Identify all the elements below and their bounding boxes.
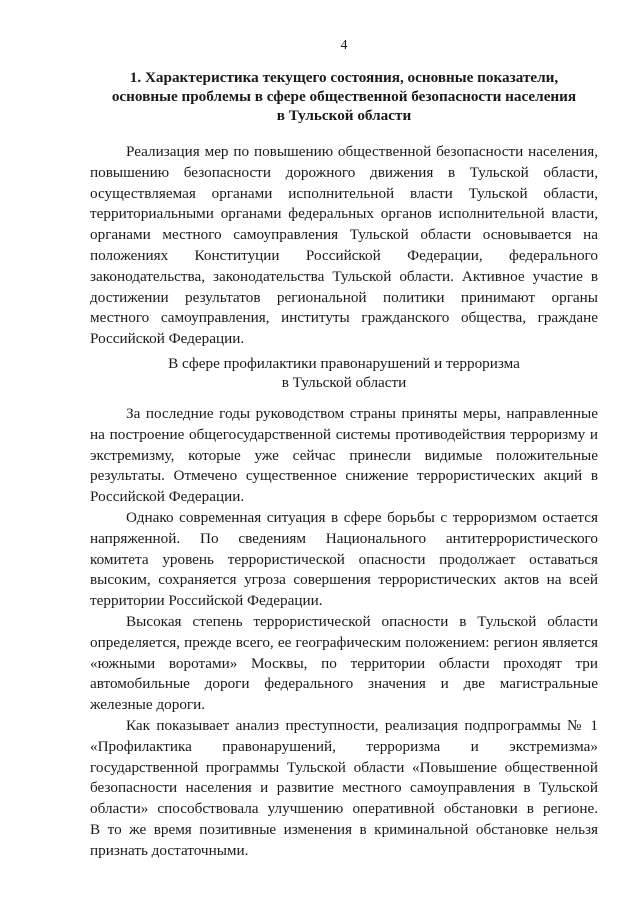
text-line: высоким, сохраняется угроза совершения террористических актов на всей: [90, 571, 598, 589]
subsection-heading-line: В сфере профилактики правонарушений и терроризма: [168, 355, 520, 372]
text-line: территории Российской Федерации.: [90, 592, 323, 610]
text-line: Российской Федерации.: [90, 330, 245, 348]
page-number: 4: [340, 38, 348, 53]
text-line: положениях Конституции Российской Федерации, федерального: [90, 246, 598, 264]
text-line: местного самоуправления, институты гражданского общества, граждане: [90, 309, 598, 327]
text-line: «Профилактика правонарушений, терроризма и экстремизма»: [90, 737, 598, 755]
section-heading-line: в Тульской области: [276, 107, 412, 124]
text-line: определяется, прежде всего, ее географическим положением: регион является: [90, 633, 598, 651]
text-line: экстремизму, которые уже сейчас принесли видимые положительные: [90, 446, 598, 464]
subsection-heading: [90, 354, 598, 392]
text-line: области» способствовала улучшению оперативной обстановки в регионе.: [90, 800, 598, 818]
text-line: территориальными органами федеральных органов исполнительной власти,: [90, 205, 598, 223]
text-line: законодательства, законодательства Тульской области. Активное участие в: [90, 267, 598, 285]
section-heading: [90, 68, 598, 125]
text-line: железные дороги.: [90, 696, 206, 714]
text-line: результаты. Отмечено существенное снижение террористических акций в: [90, 467, 598, 485]
text-line: В то же время позитивные изменения в криминальной обстановке нельзя: [90, 820, 598, 838]
text-line: «южными воротами» Москвы, по территории области проходят три: [90, 654, 598, 672]
text-line: достижении результатов региональной политики принимают органы: [90, 288, 598, 306]
paragraph-recent-measures: [90, 404, 598, 508]
text-line: Реализация мер по повышению общественной безопасности населения,: [126, 143, 598, 160]
text-line: Однако современная ситуация в сфере борьбы с терроризмом остается: [126, 509, 598, 526]
text-line: безопасности населения и развитие местного самоуправления в Тульской: [90, 779, 598, 797]
text-line: осуществляемая органами исполнительной власти Тульской области,: [90, 184, 598, 202]
text-line: органами местного самоуправления Тульской области основывается на: [90, 226, 598, 244]
text-line: признать достаточными.: [90, 841, 249, 859]
paragraph-crime-analysis: [90, 716, 598, 862]
paragraph-geographic-position: [90, 612, 598, 716]
text-line: За последние годы руководством страны приняты меры, направленные: [126, 405, 598, 422]
text-line: автомобильные дороги федерального значения и две магистральные: [90, 675, 598, 693]
text-line: Российской Федерации.: [90, 488, 245, 506]
section-heading-line: основные проблемы в сфере общественной безопасности населения: [111, 88, 577, 105]
text-line: государственной программы Тульской области «Повышение общественной: [90, 758, 598, 776]
subsection-heading-line: в Тульской области: [281, 374, 407, 391]
text-line: Высокая степень террористической опасности в Тульской области: [126, 613, 598, 630]
text-line: напряженной. По сведениям Национального антитеррористического: [90, 529, 598, 547]
text-line: повышению безопасности дорожного движения в Тульской области,: [90, 163, 598, 181]
intro-paragraph: [90, 142, 598, 350]
paragraph-current-situation: [90, 508, 598, 612]
text-line: на построение общегосударственной системы противодействия терроризму и: [90, 425, 598, 443]
text-line: комитета уровень террористической опасности продолжает оставаться: [90, 550, 598, 568]
text-line: Как показывает анализ преступности, реализация подпрограммы № 1: [126, 717, 598, 734]
section-heading-line: 1. Характеристика текущего состояния, основные показатели,: [129, 69, 559, 86]
